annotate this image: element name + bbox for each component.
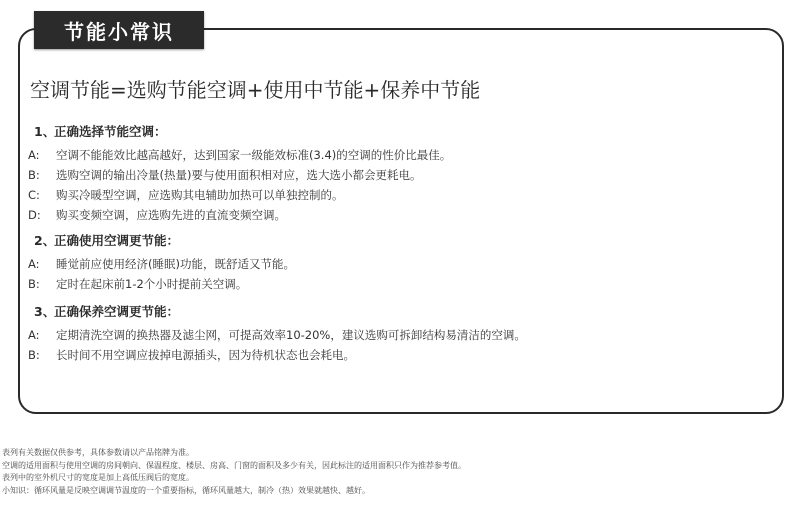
list-item	[28, 274, 768, 294]
footnote: 表列中的室外机尺寸的宽度是加上高低压阀后的宽度。	[2, 473, 194, 482]
headline: 空调节能=选购节能空调+使用中节能+保养中节能	[30, 78, 481, 102]
item-label: A:	[28, 328, 40, 342]
section-heading	[28, 122, 768, 142]
section-3	[28, 302, 768, 365]
section-heading	[28, 302, 768, 322]
section-heading	[28, 231, 768, 251]
footnotes	[2, 447, 782, 497]
item-text: 空调不能能效比越高越好，达到国家一级能效标准(3.4)的空调的性价比最佳。	[56, 148, 452, 162]
section-number: 2、	[34, 233, 56, 248]
section-title: 正确保养空调更节能：	[54, 304, 180, 319]
list-item	[28, 205, 768, 225]
list-item	[28, 145, 768, 165]
section-title: 正确选择节能空调：	[54, 124, 167, 139]
tab-title-text: 节能小常识	[64, 19, 174, 44]
section-2	[28, 231, 768, 294]
section-title: 正确使用空调更节能：	[54, 233, 180, 248]
item-label: C:	[28, 188, 40, 202]
item-text: 睡觉前应使用经济(睡眠)功能，既舒适又节能。	[56, 257, 295, 271]
item-label: A:	[28, 148, 40, 162]
item-text: 购买变频空调，应选购先进的直流变频空调。	[56, 208, 286, 222]
list-item	[28, 165, 768, 185]
footnote: 小知识：循环风量是反映空调调节温度的一个重要指标，循环风量越大，制冷（热）效果就越快、越好。	[2, 485, 370, 495]
list-item	[28, 345, 768, 365]
item-label: B:	[28, 168, 40, 182]
item-text: 定时在起床前1-2个小时提前关空调。	[56, 277, 248, 291]
item-text: 购买冷暖型空调，应选购其电辅助加热可以单独控制的。	[56, 188, 344, 202]
footnote: 表列有关数据仅供参考，具体参数请以产品铭牌为准。	[2, 448, 194, 457]
item-label: D:	[28, 208, 41, 222]
item-text: 长时间不用空调应拔掉电源插头，因为待机状态也会耗电。	[56, 348, 355, 362]
list-item	[28, 254, 768, 274]
list-item	[28, 185, 768, 205]
list-item	[28, 325, 768, 345]
section-number: 3、	[34, 304, 56, 319]
section-title-tab	[34, 11, 204, 49]
footnote: 空调的适用面积与使用空调的房间朝向、保温程度、楼层、房高、门窗的面积及多少有关，因此标注的适用面积只作为推荐参考值。	[2, 460, 466, 470]
item-text: 选购空调的输出冷量(热量)要与使用面积相对应，选大选小都会更耗电。	[56, 168, 422, 182]
section-1	[28, 122, 768, 225]
item-label: A:	[28, 257, 40, 271]
section-number: 1、	[34, 124, 56, 139]
item-label: B:	[28, 348, 40, 362]
item-label: B:	[28, 277, 40, 291]
item-text: 定期清洗空调的换热器及滤尘网，可提高效率10-20%，建议选购可拆卸结构易清洁的空调。	[56, 328, 526, 342]
